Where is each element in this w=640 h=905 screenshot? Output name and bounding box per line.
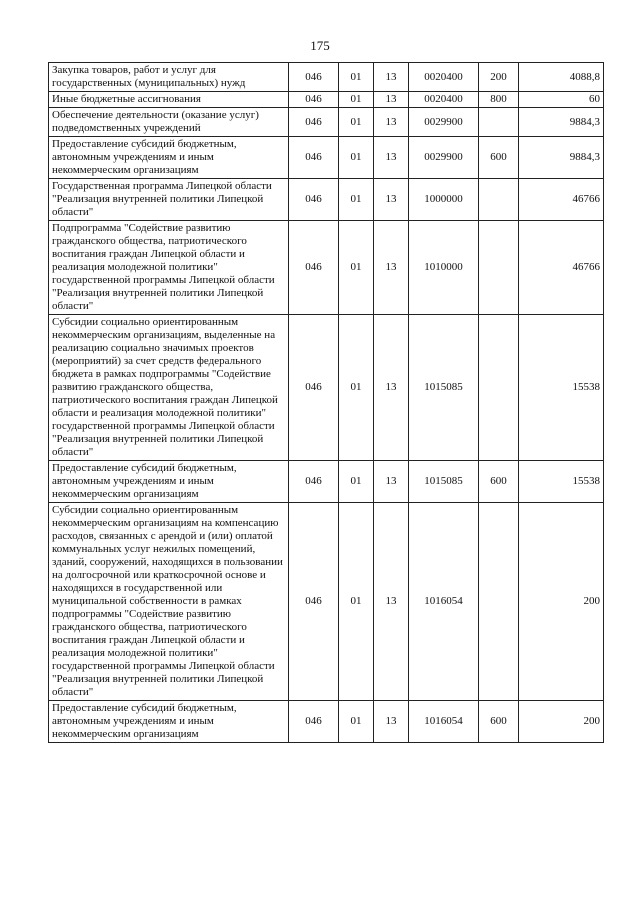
row-name: Предоставление субсидий бюджетным, автономным учреждениям и иным некоммерческим организациям: [49, 137, 289, 179]
row-sum: 46766: [519, 221, 604, 315]
row-sum: 200: [519, 503, 604, 701]
row-sum: 9884,3: [519, 108, 604, 137]
table-row: [49, 221, 604, 315]
row-name: Иные бюджетные ассигнования: [49, 92, 289, 108]
row-gr: 046: [289, 179, 339, 221]
row-name: Подпрограмма "Содействие развитию гражданского общества, патриотического воспитания граждан Липецкой области и реализация молодежной политики" государственной программы Липецкой области "Реализация внутренней политики Липецкой области": [49, 221, 289, 315]
row-cs: 0020400: [409, 63, 479, 92]
table-row: [49, 701, 604, 743]
row-cs: 1000000: [409, 179, 479, 221]
row-sum: 4088,8: [519, 63, 604, 92]
row-cs: 1015085: [409, 461, 479, 503]
row-gr: 046: [289, 137, 339, 179]
row-sum: 200: [519, 701, 604, 743]
row-pr: 13: [374, 63, 409, 92]
row-pr: 13: [374, 92, 409, 108]
row-gr: 046: [289, 503, 339, 701]
row-rz: 01: [339, 461, 374, 503]
row-rz: 01: [339, 92, 374, 108]
row-pr: 13: [374, 137, 409, 179]
row-cs: 1016054: [409, 701, 479, 743]
row-pr: 13: [374, 503, 409, 701]
row-sum: 15538: [519, 461, 604, 503]
row-vr: [479, 179, 519, 221]
row-rz: 01: [339, 108, 374, 137]
row-rz: 01: [339, 701, 374, 743]
row-vr: [479, 503, 519, 701]
row-rz: 01: [339, 221, 374, 315]
row-name: Обеспечение деятельности (оказание услуг) подведомственных учреждений: [49, 108, 289, 137]
row-rz: 01: [339, 503, 374, 701]
row-vr: [479, 221, 519, 315]
row-pr: 13: [374, 108, 409, 137]
row-rz: 01: [339, 179, 374, 221]
row-rz: 01: [339, 137, 374, 179]
row-vr: 600: [479, 137, 519, 179]
row-cs: 0029900: [409, 137, 479, 179]
row-name: Государственная программа Липецкой области "Реализация внутренней политики Липецкой области": [49, 179, 289, 221]
row-vr: [479, 315, 519, 461]
row-sum: 46766: [519, 179, 604, 221]
row-cs: 1015085: [409, 315, 479, 461]
row-rz: 01: [339, 315, 374, 461]
table-row: [49, 63, 604, 92]
row-cs: 1010000: [409, 221, 479, 315]
row-cs: 0020400: [409, 92, 479, 108]
row-pr: 13: [374, 701, 409, 743]
row-vr: 600: [479, 461, 519, 503]
row-gr: 046: [289, 315, 339, 461]
row-vr: 200: [479, 63, 519, 92]
row-gr: 046: [289, 92, 339, 108]
table-row: [49, 179, 604, 221]
page-number: 175: [310, 38, 330, 53]
table-row: [49, 92, 604, 108]
row-name: Предоставление субсидий бюджетным, автономным учреждениям и иным некоммерческим организациям: [49, 461, 289, 503]
row-cs: 1016054: [409, 503, 479, 701]
table-row: [49, 503, 604, 701]
table-row: [49, 108, 604, 137]
row-gr: 046: [289, 63, 339, 92]
table-row: [49, 315, 604, 461]
row-name: Субсидии социально ориентированным некоммерческим организациям на компенсацию расходов, связанных с арендой и (или) оплатой коммунальных услуг нежилых помещений, зданий, сооружений, находящихся в пользовании на долгосрочной или краткосрочной основе и находящихся в государственной или муниципальной собственности в рамках подпрограммы "Содействие развитию гражданского общества, патриотического воспитания граждан Липецкой области и реализация молодежной политики" государственной программы Липецкой области "Реализация внутренней политики Липецкой области": [49, 503, 289, 701]
row-gr: 046: [289, 108, 339, 137]
row-sum: 15538: [519, 315, 604, 461]
row-sum: 60: [519, 92, 604, 108]
row-vr: 800: [479, 92, 519, 108]
row-pr: 13: [374, 179, 409, 221]
row-pr: 13: [374, 461, 409, 503]
row-gr: 046: [289, 221, 339, 315]
row-pr: 13: [374, 315, 409, 461]
row-name: Закупка товаров, работ и услуг для государственных (муниципальных) нужд: [49, 63, 289, 92]
row-cs: 0029900: [409, 108, 479, 137]
row-sum: 9884,3: [519, 137, 604, 179]
row-name: Субсидии социально ориентированным некоммерческим организациям, выделенные на реализацию социально значимых проектов (мероприятий) за счет средств федерального бюджета в рамках подпрограммы "Содействие развитию гражданского общества, патриотического воспитания граждан Липецкой области и реализация молодежной политики" государственной программы Липецкой области "Реализация внутренней политики Липецкой области": [49, 315, 289, 461]
budget-table: [48, 62, 604, 743]
row-name: Предоставление субсидий бюджетным, автономным учреждениям и иным некоммерческим организациям: [49, 701, 289, 743]
row-gr: 046: [289, 461, 339, 503]
row-pr: 13: [374, 221, 409, 315]
row-vr: 600: [479, 701, 519, 743]
row-rz: 01: [339, 63, 374, 92]
row-vr: [479, 108, 519, 137]
row-gr: 046: [289, 701, 339, 743]
table-row: [49, 137, 604, 179]
table-row: [49, 461, 604, 503]
